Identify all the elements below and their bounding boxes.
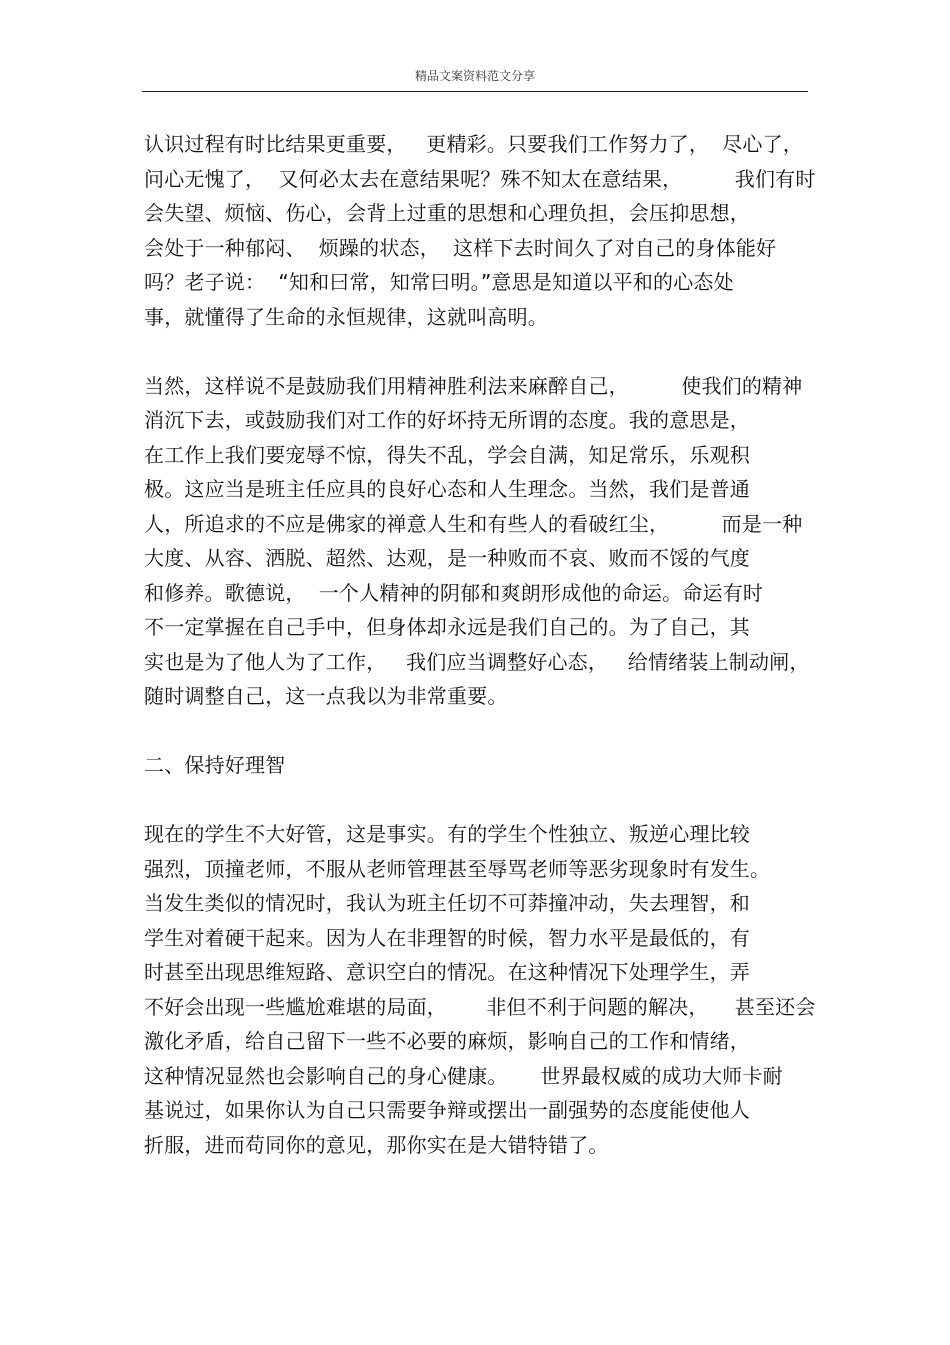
paragraph-gap (144, 334, 814, 369)
text-line: 会失望、烦恼、伤心，会背上过重的思想和心理负担，会压抑思想， (144, 201, 750, 225)
text-line: 和修养。歌德说， 一个人精神的阴郁和爽朗形成他的命运。命运有时 (144, 580, 764, 605)
heading-text: 二、保持好理智 (144, 753, 286, 777)
document-body (144, 127, 814, 1162)
text-line: 当然，这样说不是鼓励我们用精神胜利法来麻醉自己， 使我们的精神 (144, 373, 803, 398)
text-line: 会处于一种郁闷、 烦躁的状态， 这样下去时间久了对自己的身体能好 (144, 235, 777, 260)
paragraph-2 (144, 369, 814, 714)
text-line: 这种情况显然也会影响自己的身心健康。 世界最权威的成功大师卡耐 (144, 1063, 783, 1088)
page-header: 精品文案资料范文分享 (414, 69, 535, 83)
text-line: 现在的学生不大好管，这是事实。有的学生个性独立、叛逆心理比较 (144, 822, 750, 846)
header-divider (142, 91, 808, 92)
text-line: 随时调整自己，这一点我以为非常重要。 (144, 684, 508, 708)
text-line: 吗？老子说： “知和曰常，知常曰明。”意思是知道以平和的心态处 (144, 270, 734, 294)
text-line: 基说过，如果你认为自己只需要争辩或摆出一副强势的态度能使他人 (144, 1098, 750, 1122)
text-line: 消沉下去，或鼓励我们对工作的好坏持无所谓的态度。我的意思是， (144, 408, 750, 432)
text-line: 人，所追求的不应是佛家的禅意人生和有些人的看破红尘， 而是一种 (144, 511, 803, 536)
text-line: 事，就懂得了生命的永恒规律，这就叫高明。 (144, 304, 548, 329)
text-line: 时甚至出现思维短路、意识空白的情况。在这种情况下处理学生，弄 (144, 960, 750, 984)
text-line: 折服，进而苟同你的意见，那你实在是大错特错了。 (144, 1132, 609, 1157)
text-line: 认识过程有时比结果更重要， 更精彩。只要我们工作努力了， 尽心了， (144, 132, 803, 156)
text-line: 不好会出现一些尴尬难堪的局面， 非但不利于问题的解决， 甚至还会 (144, 994, 816, 1019)
text-line: 问心无愧了， 又何必太去在意结果呢？殊不知太在意结果， 我们有时 (144, 166, 816, 191)
text-line: 在工作上我们要宠辱不惊，得失不乱，学会自满，知足常乐，乐观积 (144, 442, 750, 467)
section-heading (144, 748, 814, 783)
text-line: 极。这应当是班主任应具的良好心态和人生理念。当然，我们是普通 (144, 477, 750, 501)
paragraph-1 (144, 127, 814, 334)
text-line: 当发生类似的情况时，我认为班主任切不可莽撞冲动，失去理智，和 (144, 891, 750, 915)
text-line: 大度、从容、洒脱、超然、达观，是一种败而不哀、败而不馁的气度 (144, 546, 750, 570)
paragraph-3 (144, 817, 814, 1162)
text-line: 学生对着硬干起来。因为人在非理智的时候，智力水平是最低的，有 (144, 925, 750, 950)
text-line: 激化矛盾，给自己留下一些不必要的麻烦，影响自己的工作和情绪， (144, 1029, 750, 1053)
paragraph-gap (144, 714, 814, 749)
text-line: 强烈，顶撞老师，不服从老师管理甚至辱骂老师等恶劣现象时有发生。 (144, 856, 771, 881)
paragraph-gap (144, 783, 814, 818)
text-line: 实也是为了他人为了工作， 我们应当调整好心态， 给情绪装上制动闸， (144, 649, 810, 674)
text-line: 不一定掌握在自己手中，但身体却永远是我们自己的。为了自己，其 (144, 615, 750, 639)
